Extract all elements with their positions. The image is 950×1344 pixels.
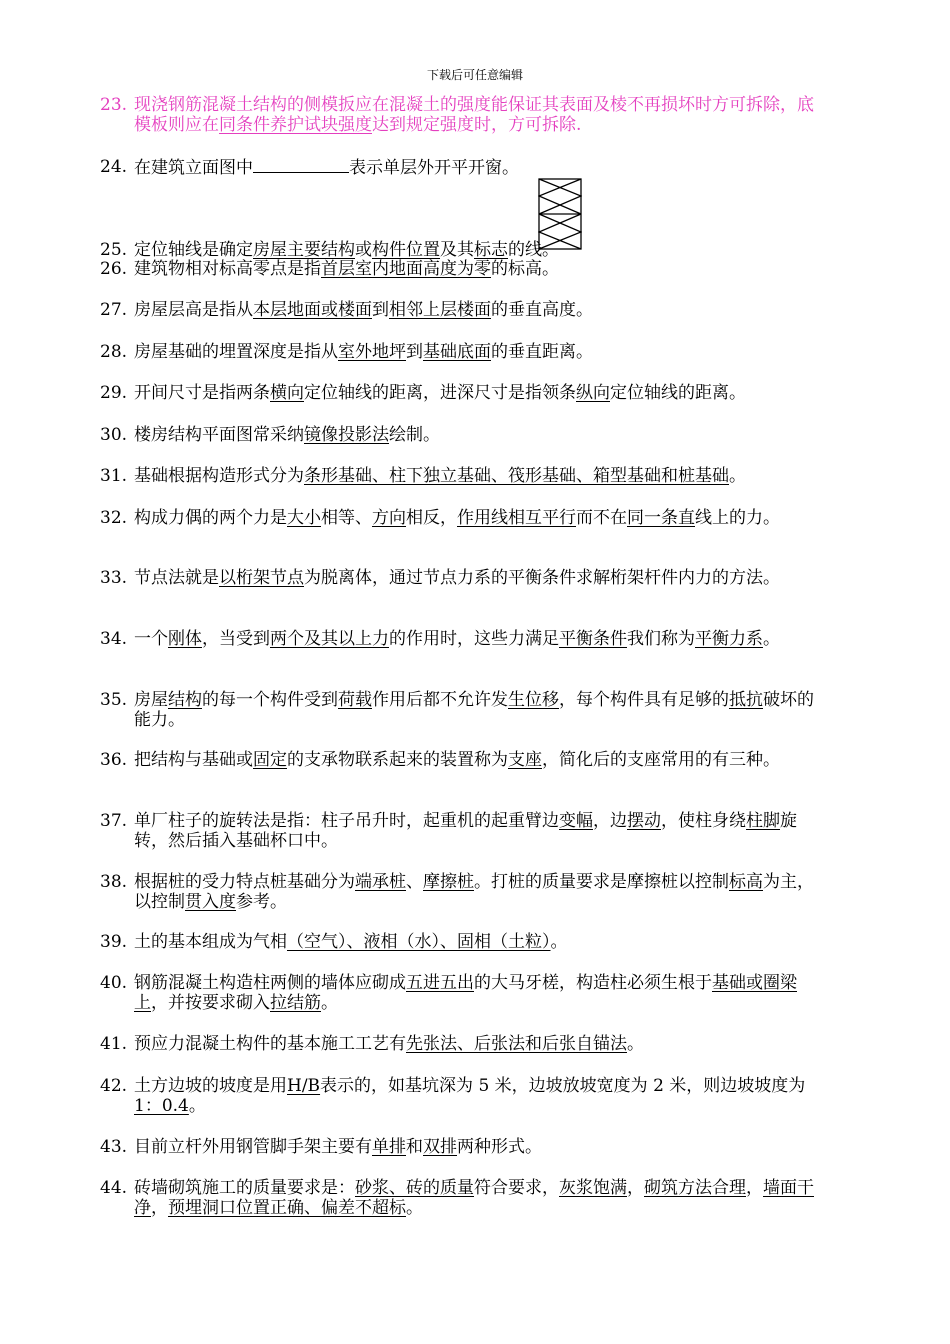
item-number: 28.: [100, 342, 128, 362]
answer: 以桁架节点: [219, 568, 304, 588]
item-31: [100, 466, 828, 486]
answer: 相邻上层楼面: [389, 300, 491, 320]
item-number: 35.: [100, 690, 128, 710]
item-number: 43.: [100, 1137, 128, 1157]
answer: 构件位置: [372, 240, 440, 260]
item-number: 44.: [100, 1178, 128, 1198]
answer: 1：0.4: [134, 1096, 189, 1116]
item-32: [100, 508, 828, 528]
answer: 大小: [287, 508, 321, 528]
answer: 首层室内地面高度为零: [321, 259, 491, 279]
answer: 双排: [423, 1137, 457, 1157]
item-number: 24.: [100, 157, 128, 177]
answer: （空气）、液相（水）、固相（土粒）: [287, 932, 551, 952]
item-number: 36.: [100, 750, 128, 770]
item-number: 27.: [100, 300, 128, 320]
item-number: 33.: [100, 568, 128, 588]
answer: 本层地面或楼面: [253, 300, 372, 320]
answer: 标高: [729, 872, 763, 892]
answer: H/B: [287, 1076, 321, 1096]
answer: 同条件养护试块强度: [219, 115, 372, 135]
answer: 生位移: [508, 690, 559, 710]
item-text: 砖墙砌筑施工的质量要求是：砂浆、砖的质量符合要求，灰浆饱满，砌筑方法合理，墙面干净，预埋洞口位置正确、偏差不超标。: [134, 1178, 814, 1218]
answer: 方向: [372, 508, 406, 528]
item-number: 29.: [100, 383, 128, 403]
item-24: [100, 157, 828, 178]
item-27: [100, 300, 828, 320]
item-44: [100, 1178, 828, 1218]
item-number: 26.: [100, 259, 128, 279]
answer: 条形基础、柱下独立基础、筏形基础、箱型基础和桩基础: [304, 466, 729, 486]
item-37: [100, 811, 828, 851]
item-text: 房屋基础的埋置深度是指从室外地坪到基础底面的垂直距离。: [134, 342, 593, 362]
item-42: [100, 1076, 828, 1116]
answer: 贯入度: [185, 892, 236, 912]
item-35: [100, 690, 828, 730]
answer: 刚体: [168, 629, 202, 649]
item-number: 23.: [100, 95, 128, 115]
item-number: 34.: [100, 629, 128, 649]
answer: 荷载: [338, 690, 372, 710]
item-43: [100, 1137, 828, 1157]
item-number: 25.: [100, 240, 128, 260]
item-29: [100, 383, 828, 403]
item-text: 现浇钢筋混凝土结构的侧模扳应在混凝土的强度能保证其表面及棱不再损坏时方可拆除，底模板则应在同条件养护试块强度达到规定强度时，方可拆除.: [134, 95, 814, 135]
item-40: [100, 973, 828, 1013]
item-number: 30.: [100, 425, 128, 445]
answer: 变幅: [559, 811, 593, 831]
answer: 基础底面: [423, 342, 491, 362]
item-text: 目前立杆外用钢管脚手架主要有单排和双排两种形式。: [134, 1137, 542, 1157]
item-text: 构成力偶的两个力是大小相等、方向相反，作用线相互平行而不在同一条直线上的力。: [134, 508, 780, 528]
item-text: 把结构与基础或固定的支承物联系起来的装置称为支座，简化后的支座常用的有三种。: [134, 750, 780, 770]
item-38: [100, 872, 828, 912]
item-39: [100, 932, 828, 952]
answer: 镜像投影法: [304, 425, 389, 445]
answer: 砌筑方法合理: [644, 1178, 746, 1198]
item-text: 一个刚体，当受到两个及其以上力的作用时，这些力满足平衡条件我们称为平衡力系。: [134, 629, 780, 649]
answer: 结构: [168, 690, 202, 710]
item-text: 定位轴线是确定房屋主要结构或构件位置及其标志的线。: [134, 240, 559, 260]
answer: 抵抗: [729, 690, 763, 710]
answer: 室外地坪: [338, 342, 406, 362]
answer: 先张法、后张法和后张自锚法: [406, 1034, 627, 1054]
item-number: 40.: [100, 973, 128, 993]
item-36: [100, 750, 828, 770]
answer: 砂浆、砖的质量: [355, 1178, 474, 1198]
answer: 两个及其以上力: [270, 629, 389, 649]
answer: 同一条直: [627, 508, 695, 528]
answer: 摩擦桩: [423, 872, 474, 892]
answer: 作用线相互平行: [457, 508, 576, 528]
answer: 单排: [372, 1137, 406, 1157]
item-text: 房屋结构的每一个构件受到荷载作用后都不允许发生位移，每个构件具有足够的抵抗破坏的能力。: [134, 690, 814, 730]
item-text: 单厂柱子的旋转法是指：柱子吊升时，起重机的起重臂边变幅，边摆动，使柱身绕柱脚旋转，然后插入基础杯口中。: [134, 811, 797, 851]
item-28: [100, 342, 828, 362]
answer: 基础或圈梁上: [134, 973, 797, 1013]
answer: 支座: [508, 750, 542, 770]
item-text: 钢筋混凝土构造柱两侧的墙体应砌成五进五出的大马牙槎，构造柱必须生根于基础或圈梁上，并按要求砌入拉结筋。: [134, 973, 797, 1013]
answer: 灰浆饱满: [559, 1178, 627, 1198]
item-text: 房屋层高是指从本层地面或楼面到相邻上层楼面的垂直高度。: [134, 300, 593, 320]
item-text: 土的基本组成为气相（空气）、液相（水）、固相（土粒）。: [134, 932, 568, 952]
item-text: 建筑物相对标高零点是指首层室内地面高度为零的标高。: [134, 259, 559, 279]
item-text: 土方边坡的坡度是用H/B表示的，如基坑深为 5 米，边坡放坡宽度为 2 米，则边坡坡度为1：0.4。: [134, 1076, 806, 1116]
answer: 柱脚: [746, 811, 780, 831]
answer-blank: [253, 157, 349, 173]
item-number: 42.: [100, 1076, 128, 1096]
answer: 五进五出: [406, 973, 474, 993]
answer: 预埋洞口位置正确、偏差不超标: [168, 1198, 406, 1218]
item-text: 根据桩的受力特点桩基础分为端承桩、摩擦桩。打桩的质量要求是摩擦桩以控制标高为主，以控制贯入度参考。: [134, 872, 814, 912]
answer: 拉结筋: [270, 993, 321, 1013]
item-text: 基础根据构造形式分为条形基础、柱下独立基础、筏形基础、箱型基础和桩基础。: [134, 466, 746, 486]
item-23: [100, 95, 828, 135]
item-number: 37.: [100, 811, 128, 831]
item-number: 39.: [100, 932, 128, 952]
answer: 房屋主要结构: [253, 240, 355, 260]
answer: 标志: [474, 240, 508, 260]
item-text: 在建筑立面图中 表示单层外开平开窗。: [134, 158, 519, 178]
answer: 纵向: [576, 383, 610, 403]
item-34: [100, 629, 828, 649]
item-number: 38.: [100, 872, 128, 892]
answer: 平衡力系: [695, 629, 763, 649]
item-25: [100, 240, 828, 260]
answer: 摆动: [627, 811, 661, 831]
item-text: 开间尺寸是指两条横向定位轴线的距离，进深尺寸是指领条纵向定位轴线的距离。: [134, 383, 746, 403]
item-text: 楼房结构平面图常采纳镜像投影法绘制。: [134, 425, 440, 445]
item-text: 预应力混凝土构件的基本施工工艺有先张法、后张法和后张自锚法。: [134, 1034, 644, 1054]
item-number: 32.: [100, 508, 128, 528]
answer: 端承桩: [355, 872, 406, 892]
item-text: 节点法就是以桁架节点为脱离体，通过节点力系的平衡条件求解桁架杆件内力的方法。: [134, 568, 780, 588]
answer: 横向: [270, 383, 304, 403]
answer: 固定: [253, 750, 287, 770]
item-number: 31.: [100, 466, 128, 486]
item-30: [100, 425, 828, 445]
item-33: [100, 568, 828, 588]
item-number: 41.: [100, 1034, 128, 1054]
answer: 墙面干净: [134, 1178, 814, 1218]
answer: 平衡条件: [559, 629, 627, 649]
page-header: 下载后可任意编辑: [426, 68, 523, 82]
item-41: [100, 1034, 828, 1054]
item-26: [100, 259, 828, 279]
